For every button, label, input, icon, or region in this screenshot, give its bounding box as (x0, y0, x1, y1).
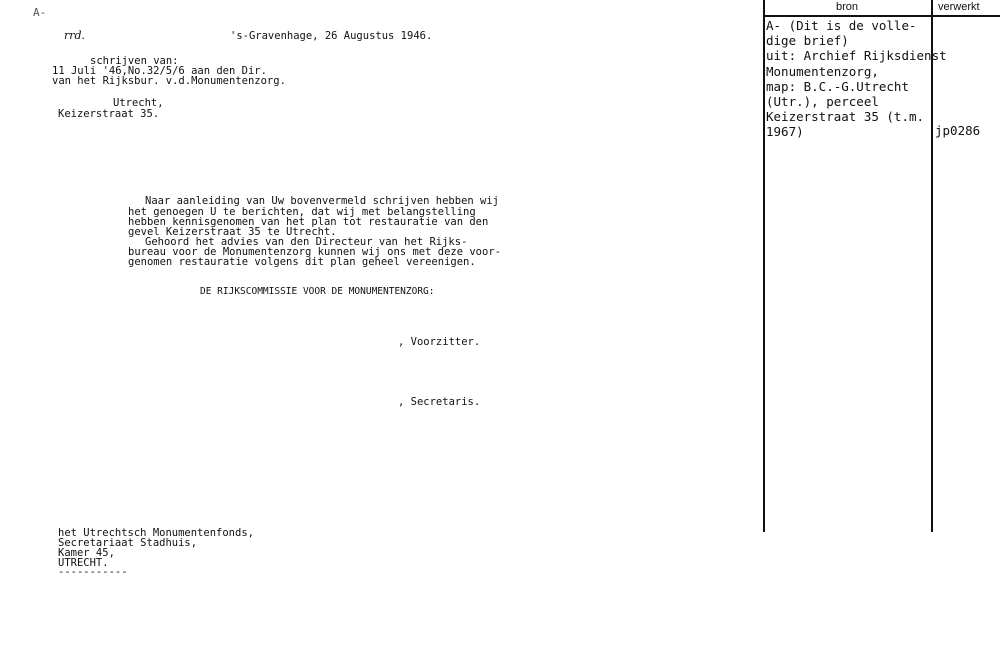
recipient-line: Secretariaat Stadhuis, (58, 537, 198, 549)
body-line: hebben kennisgenomen van het plan tot restauratie van den (128, 216, 489, 228)
body-line: Naar aanleiding van Uw bovenvermeld schrijven hebben wij (145, 195, 500, 207)
address-city: Utrecht, (113, 97, 164, 109)
panel-left-border (763, 0, 765, 532)
header-rule (763, 15, 1000, 17)
address-street: Keizerstraat 35. (58, 108, 160, 120)
recipient-line: Kamer 45, (58, 547, 115, 559)
chairman-signature: , Voorzitter. (398, 336, 481, 348)
reference-line: 11 Juli '46,No.32/5/6 aan den Dir. (52, 65, 267, 77)
reference-line: schrijven van: (90, 55, 179, 67)
body-line: Gehoord het advies van den Directeur van het Rijks- (145, 236, 468, 248)
secretary-signature: , Secretaris. (398, 396, 481, 408)
reference-line: van het Rijksbur. v.d.Monumentenzorg. (52, 75, 286, 87)
signoff: DE RIJKSCOMMISSIE VOOR DE MONUMENTENZORG: (200, 286, 435, 297)
place-date: 's-Gravenhage, 26 Augustus 1946. (230, 30, 433, 42)
recipient-underline: ----------- (58, 566, 128, 578)
processing-code: jp0286 (935, 123, 981, 138)
body-line: genomen restauratie volgens dit plan geheel vereenigen. (128, 256, 476, 268)
recipient-line: UTRECHT. (58, 557, 109, 569)
column-header-bron: bron (836, 1, 859, 13)
source-description: A- (Dit is de volle- dige brief) uit: Archief Rijksdienst Monumentenzorg, map: B.C.-G.Utrecht (Utr.), perceel Keizerstraat 35 (t.m. 1967) (766, 18, 947, 140)
column-header-verwerkt: verwerkt (938, 1, 980, 13)
body-line: gevel Keizerstraat 35 te Utrecht. (128, 226, 337, 238)
body-line: bureau voor de Monumentenzorg kunnen wij ons met deze voor- (128, 246, 501, 258)
margin-mark: A- (33, 6, 47, 19)
reference-mark: rrd. (64, 29, 86, 42)
recipient-line: het Utrechtsch Monumentenfonds, (58, 527, 254, 539)
body-line: het genoegen U te berichten, dat wij met belangstelling (128, 206, 476, 218)
